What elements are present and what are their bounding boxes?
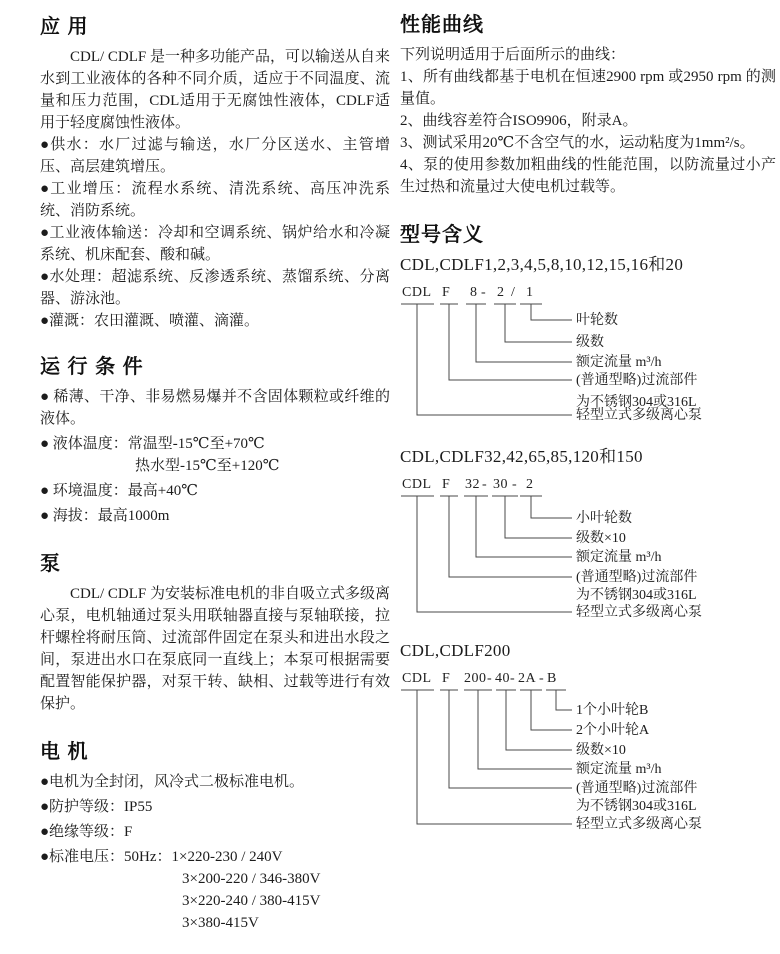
diagram-1-label-impellers: 叶轮数 — [576, 313, 618, 328]
diagram-2-label-pump-type: 轻型立式多级离心泵 — [576, 605, 702, 620]
model-series-title-1: CDL,CDLF1,2,3,4,5,8,10,12,15,16和20 — [400, 255, 684, 274]
code-separator: - — [482, 477, 488, 492]
model-code-diagram-1 — [400, 284, 776, 434]
code-segment-impeller-b: B — [547, 671, 557, 686]
diagram-1-label-pump-type: 轻型立式多级离心泵 — [576, 408, 702, 423]
code-separator: - — [487, 671, 493, 686]
code-segment-flow: 200 — [464, 671, 487, 686]
code-segment-flow: 32 — [465, 477, 480, 492]
model-series-title-2: CDL,CDLF32,42,65,85,120和150 — [400, 447, 643, 466]
code-separator: - — [539, 671, 545, 686]
code-segment-family: CDL — [402, 285, 432, 300]
section-performance-curves — [400, 12, 776, 198]
application-intro: CDL/ CDLF 是一种多功能产品，可以输送从自来水到工业液体的各种不同介质，适应于不同温度、流量和压力范围，CDL适用于无腐蚀性液体，CDLF适用于轻度腐蚀性液体。 — [40, 49, 391, 131]
code-segment-impeller-a: 2A — [518, 671, 537, 686]
code-segment-family: CDL — [402, 477, 432, 492]
code-separator: / — [511, 285, 516, 300]
diagram-3-label-stages: 级数×10 — [576, 743, 626, 758]
code-separator: - — [512, 477, 518, 492]
operating-bullet-fluid: ● 稀薄、干净、非易燃易爆并不含固体颗粒或纤维的液体。 — [40, 389, 390, 427]
code-segment-impellers: 2 — [526, 477, 534, 492]
code-segment-family: CDL — [402, 671, 432, 686]
code-segment-material: F — [442, 671, 451, 686]
performance-note-2: 2、曲线容差符合ISO9906，附录A。 — [400, 113, 638, 129]
code-segment-impellers: 1 — [526, 285, 534, 300]
pump-description: CDL/ CDLF 为安装标准电机的非自吸立式多级离心泵，电机轴通过泵头用联轴器直接与泵轴联接，拉杆螺栓将耐压筒、过流部件固定在泵头和进出水段之间，泵进出水口在泵底同一直线上；本泵可根据需要配置智能保护器，对泵干转、缺相、过载等进行有效保护。 — [40, 586, 391, 712]
motor-voltage-line-1: ●标准电压：50Hz：1×220-230 / 240V — [40, 849, 283, 865]
application-title: 应 用 — [40, 16, 89, 38]
operating-liquid-temp-line2: 热水型-15℃至+120℃ — [135, 458, 280, 474]
operating-conditions-title: 运 行 条 件 — [40, 356, 144, 378]
diagram-2-label-stages: 级数×10 — [576, 531, 626, 546]
code-segment-stages: 2 — [497, 285, 505, 300]
motor-bullet-insulation-class: ●绝缘等级：F — [40, 824, 133, 840]
code-separator: - — [481, 285, 487, 300]
application-bullet-water-supply: ●供水：水厂过滤与输送，水厂分区送水、主管增压、高层建筑增压。 — [40, 137, 390, 175]
operating-bullet-ambient: ● 环境温度：最高+40℃ — [40, 483, 199, 499]
motor-voltage-line-2: 3×200-220 / 346-380V — [182, 871, 321, 887]
code-segment-flow: 8 — [470, 285, 478, 300]
application-bullet-irrigation: ●灌溉：农田灌溉、喷灌、滴灌。 — [40, 313, 260, 329]
diagram-3-label-pump-type: 轻型立式多级离心泵 — [576, 817, 702, 832]
performance-note-4: 4、泵的使用参数加粗曲线的性能范围，以防流量过小产生过热和流量过大使电机过载等。 — [400, 157, 776, 195]
diagram-3-label-impeller-b: 1个小叶轮B — [576, 703, 649, 718]
section-operating-conditions — [40, 354, 390, 527]
pump-title: 泵 — [40, 553, 61, 575]
diagram-3-label-impeller-a: 2个小叶轮A — [576, 723, 650, 738]
model-designation-title: 型号含义 — [400, 224, 484, 246]
section-application — [40, 14, 390, 332]
section-pump — [40, 551, 390, 715]
performance-note-3: 3、测试采用20℃不含空气的水，运动粘度为1mm²/s。 — [400, 135, 755, 151]
application-bullet-liquid-transfer: ●工业液体输送：冷却和空调系统、锅炉给水和冷凝系统、机床配套、酸和碱。 — [40, 225, 390, 263]
motor-bullet-enclosed: ●电机为全封闭，风冷式二极标准电机。 — [40, 774, 305, 790]
application-bullet-water-treatment: ●水处理：超滤系统、反渗透系统、蒸馏系统、分离器、游泳池。 — [40, 269, 390, 307]
model-code-diagram-3 — [400, 670, 776, 840]
diagram-3-label-material-1: (普通型略)过流部件 — [576, 781, 698, 796]
motor-title: 电 机 — [40, 741, 89, 763]
diagram-2-label-small-impellers: 小叶轮数 — [576, 511, 632, 526]
performance-curves-intro: 下列说明适用于后面所示的曲线： — [400, 47, 626, 63]
motor-bullet-protection-class: ●防护等级：IP55 — [40, 799, 153, 815]
diagram-2-label-material-2: 为不锈钢304或316L — [576, 588, 697, 603]
section-motor — [40, 739, 390, 934]
operating-liquid-temp-line1: ● 液体温度：常温型-15℃至+70℃ — [40, 436, 265, 452]
code-segment-material: F — [442, 285, 451, 300]
application-bullet-industrial-boost: ●工业增压：流程水系统、清洗系统、高压冲洗系统、消防系统。 — [40, 181, 390, 219]
code-segment-material: F — [442, 477, 451, 492]
code-separator: - — [510, 671, 516, 686]
model-series-title-3: CDL,CDLF200 — [400, 641, 511, 660]
left-column — [40, 14, 390, 934]
performance-note-1: 1、所有曲线都基于电机在恒速2900 rpm 或2950 rpm 的测量值。 — [400, 69, 776, 107]
motor-voltage-line-4: 3×380-415V — [182, 915, 259, 931]
diagram-1-label-material-1: (普通型略)过流部件 — [576, 373, 698, 388]
code-segment-stages: 40 — [495, 671, 510, 686]
operating-bullet-altitude: ● 海拔：最高1000m — [40, 508, 170, 524]
diagram-3-label-flow: 额定流量 m³/h — [576, 762, 662, 777]
diagram-2-label-flow: 额定流量 m³/h — [576, 550, 662, 565]
code-segment-stages: 30 — [493, 477, 508, 492]
performance-curves-title: 性能曲线 — [400, 14, 484, 36]
diagram-2-label-material-1: (普通型略)过流部件 — [576, 570, 698, 585]
motor-voltage-line-3: 3×220-240 / 380-415V — [182, 893, 321, 909]
diagram-1-label-material-2: 为不锈钢304或316L — [576, 395, 697, 410]
diagram-1-label-stages: 级数 — [576, 335, 604, 350]
section-model-designation — [400, 222, 776, 840]
diagram-1-label-flow: 额定流量 m³/h — [576, 355, 662, 370]
right-column — [400, 12, 776, 846]
model-code-diagram-2 — [400, 476, 776, 628]
diagram-3-label-material-2: 为不锈钢304或316L — [576, 799, 697, 814]
